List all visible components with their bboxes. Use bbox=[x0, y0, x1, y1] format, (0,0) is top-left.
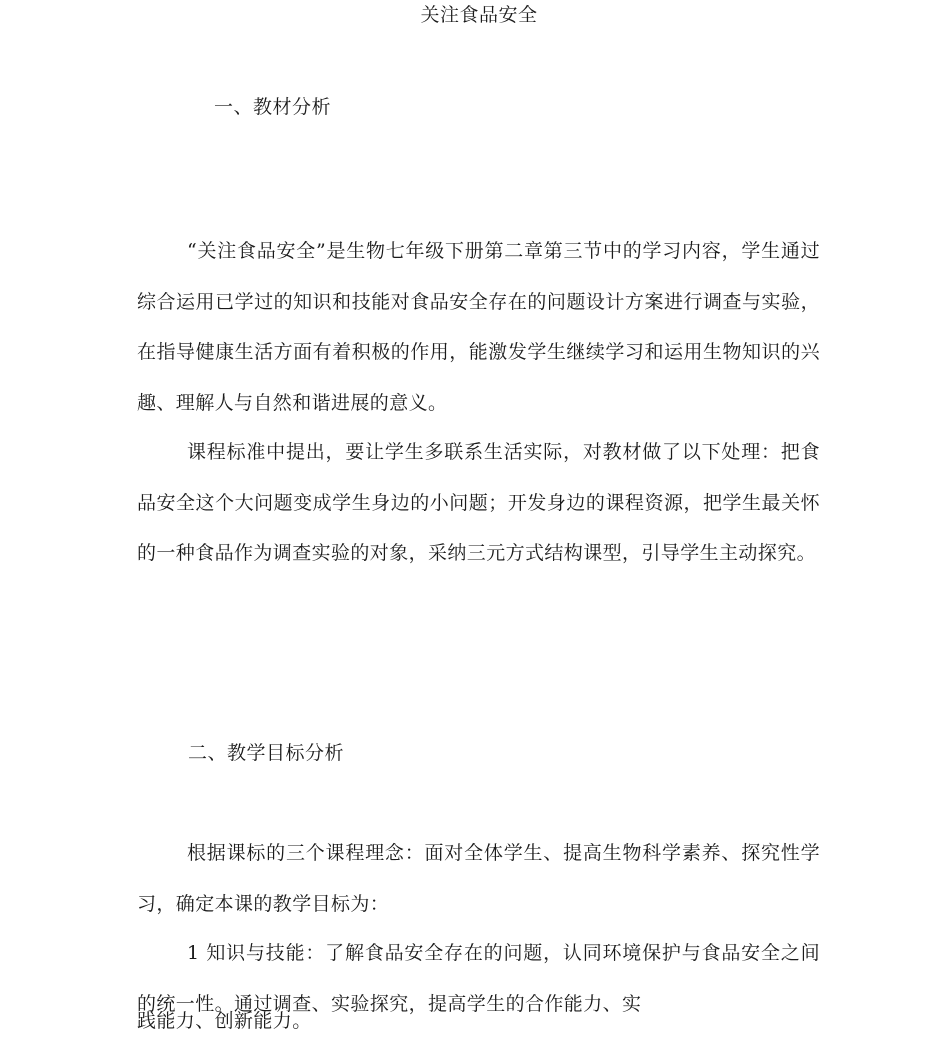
paragraph-knowledge-skills-tail: 践能力、创新能力。 bbox=[137, 1010, 312, 1032]
paragraph-textbook-overview: “关注食品安全”是生物七年级下册第二章第三节中的学习内容，学生通过综合运用已学过的知识和技能对食品安全存在的问题设计方案进行调查与实验，在指导健康生活方面有着积极的作用，能激发学生继续学习和运用生物知识的兴趣、理解人与自然和谐进展的意义。 bbox=[137, 240, 820, 414]
document-title: 关注食品安全 bbox=[420, 4, 538, 26]
section-heading-textbook-analysis: 一、教材分析 bbox=[214, 96, 332, 118]
paragraph-curriculum-concepts: 根据课标的三个课程理念：面对全体学生、提高生物科学素养、探究性学习，确定本课的教学目标为： bbox=[137, 842, 820, 915]
paragraph-knowledge-skills-main: 1 知识与技能：了解食品安全存在的问题，认同环境保护与食品安全之间的统一性。通过调查、实验探究，提高学生的合作能力、实 bbox=[137, 942, 820, 1015]
paragraph-knowledge-skills bbox=[137, 928, 820, 1035]
section-heading-teaching-goals: 二、教学目标分析 bbox=[188, 742, 345, 764]
paragraph-curriculum-standard: 课程标准中提出，要让学生多联系生活实际，对教材做了以下处理：把食品安全这个大问题变成学生身边的小问题；开发身边的课程资源，把学生最关怀的一种食品作为调查实验的对象，采纳三元方式结构课型，引导学生主动探究。 bbox=[137, 441, 820, 564]
